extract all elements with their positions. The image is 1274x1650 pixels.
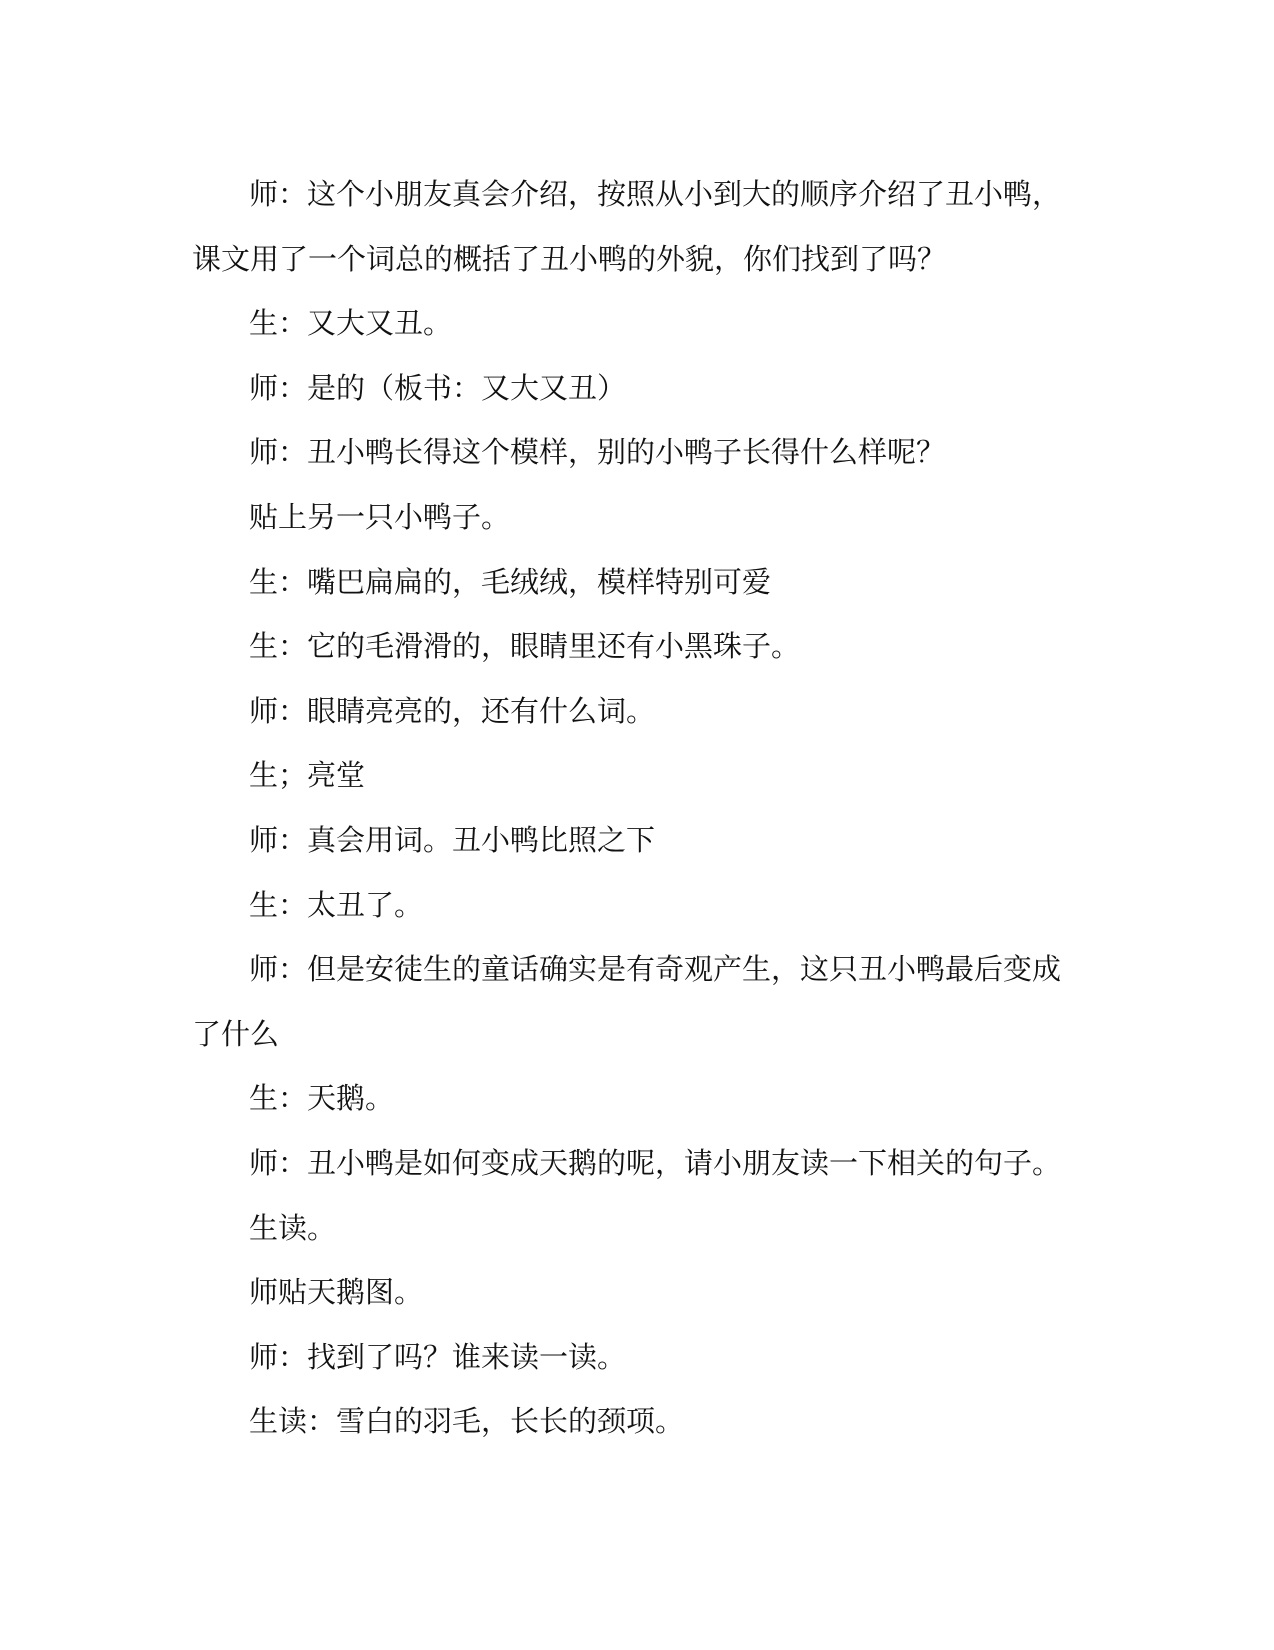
paragraph: 生：天鹅。	[249, 1081, 395, 1116]
paragraph: 生：太丑了。	[249, 887, 424, 922]
paragraph: 贴上另一只小鸭子。	[249, 499, 511, 534]
paragraph: 师：是的（板书：又大又丑）	[249, 370, 627, 405]
paragraph: 师：眼睛亮亮的，还有什么词。	[249, 693, 656, 728]
paragraph: 师：丑小鸭长得这个模样，别的小鸭子长得什么样呢？	[249, 435, 946, 470]
paragraph: 生：嘴巴扁扁的，毛绒绒，模样特别可爱	[249, 564, 772, 599]
paragraph: 师：丑小鸭是如何变成天鹅的呢，请小朋友读一下相关的句子。	[249, 1145, 1062, 1180]
paragraph: 生读：雪白的羽毛，长长的颈项。	[249, 1404, 685, 1439]
paragraph: 师：但是安徒生的童话确实是有奇观产生，这只丑小鸭最后变成了什么	[192, 952, 1062, 1051]
document-body	[192, 162, 1082, 1454]
paragraph: 生读。	[249, 1210, 337, 1245]
paragraph: 生；亮堂	[249, 758, 366, 793]
paragraph: 生：它的毛滑滑的，眼睛里还有小黑珠子。	[249, 629, 801, 664]
paragraph: 师贴天鹅图。	[249, 1275, 424, 1310]
paragraph: 师：这个小朋友真会介绍，按照从小到大的顺序介绍了丑小鸭，课文用了一个词总的概括了丑小鸭的外貌，你们找到了吗？	[192, 177, 1062, 276]
paragraph: 师：找到了吗？谁来读一读。	[249, 1339, 627, 1374]
paragraph: 师：真会用词。丑小鸭比照之下	[249, 822, 656, 857]
paragraph: 生：又大又丑。	[249, 306, 453, 341]
